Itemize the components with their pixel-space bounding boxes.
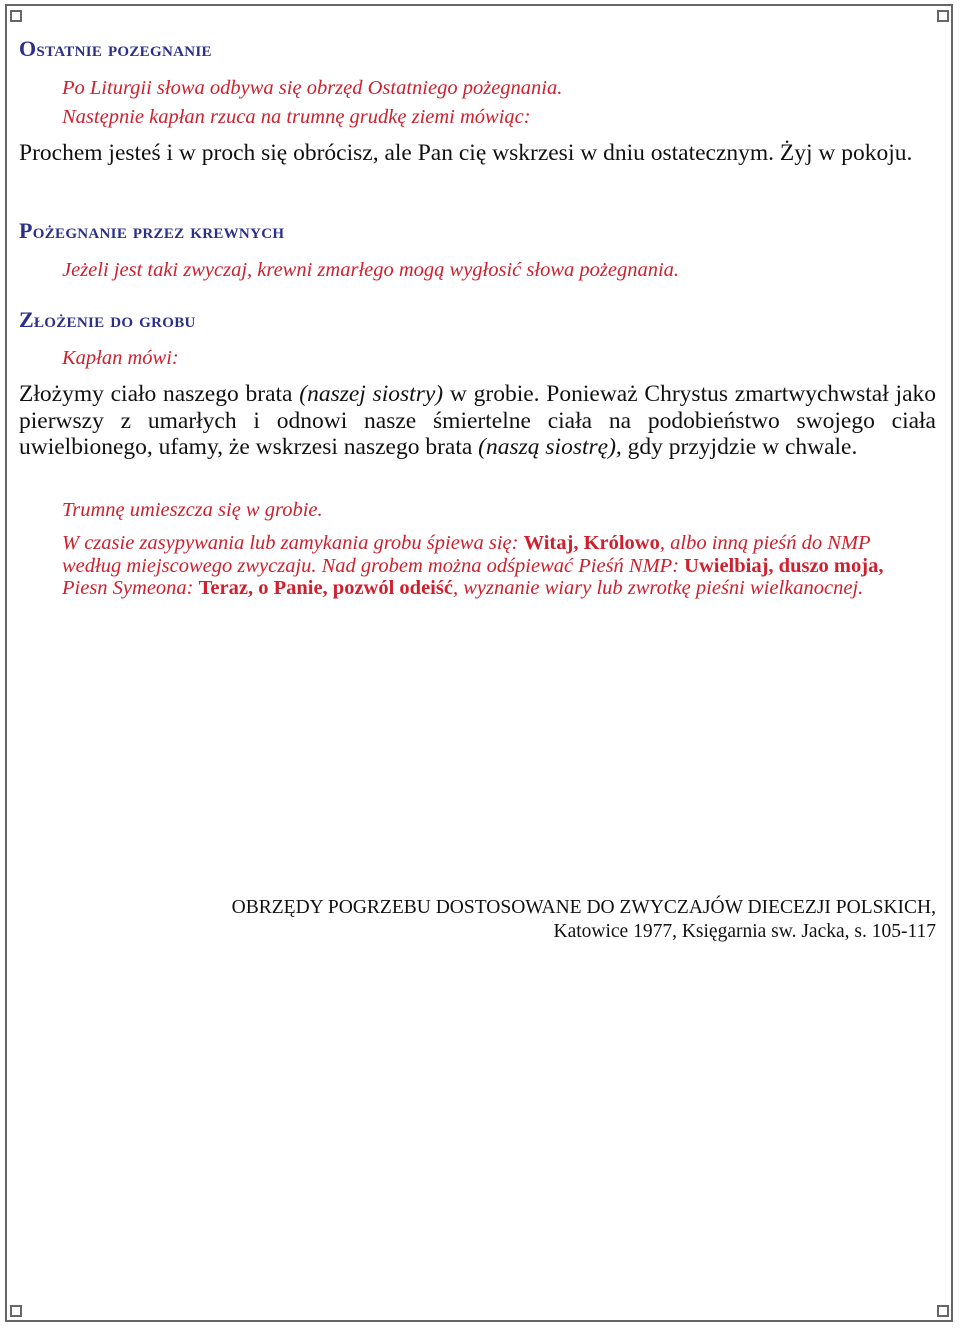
corner-ornament (937, 1305, 949, 1317)
song-title: Teraz, o Panie, pozwól odeiść (198, 577, 453, 600)
text: Piesn Symeona: (62, 577, 199, 600)
text: Złożymy ciało naszego brata (19, 381, 300, 407)
page-frame (5, 4, 953, 1322)
text: w grobie. Ponieważ Chrystus zmartwychwstał jako pierwszy z umarłych i odnowi nasze śmiertelne ciała na podobieństwo swojego ciała uwielbionego, ufamy, że wskrzesi naszego brata (19, 381, 937, 461)
section-heading-zlozenie-do-grobu: Złożenie do grobu (19, 307, 196, 332)
citation-details: Katowice 1977, Księgarnia sw. Jacka, s. 105-117 (553, 921, 936, 942)
alt-text: (naszą siostrę), (478, 434, 622, 461)
text: , wyznanie wiary lub zwrotkę pieśni wielkanocnej. (452, 577, 864, 600)
song-title: Witaj, Królowo (523, 532, 660, 554)
corner-ornament (10, 10, 22, 22)
text: W czasie zasypywania lub zamykania grobu śpiewa się: (62, 532, 524, 554)
corner-ornament (10, 1305, 22, 1317)
rubric-paragraph (62, 532, 892, 600)
corner-ornament (937, 10, 949, 22)
section-heading-ostatnie-pozegnanie: Ostatnie pozegnanie (19, 36, 212, 61)
rubric: Kapłan mówi: (62, 347, 179, 369)
citation-title: OBRZĘDY POGRZEBU DOSTOSOWANE DO ZWYCZAJÓW DIECEZJI POLSKICH, (231, 897, 936, 918)
rubric: Następnie kapłan rzuca na trumnę grudkę ziemi mówiąc: (62, 106, 531, 128)
song-title: Uwielbiaj, duszo moja, (684, 554, 884, 577)
section-heading-pozegnanie-przez-krewnych: Pożegnanie przez krewnych (19, 218, 285, 243)
source-citation (232, 896, 936, 944)
alt-text: (naszej siostry) (299, 381, 444, 407)
rubric: Jeżeli jest taki zwyczaj, krewni zmarłego mogą wygłosić słowa pożegnania. (62, 259, 680, 281)
prayer-text: Prochem jesteś i w proch się obrócisz, ale Pan cię wskrzesi w dniu ostatecznym. Żyj w pokoju. (19, 140, 913, 166)
rubric: Trumnę umieszcza się w grobie. (62, 499, 323, 521)
prayer-text (19, 381, 936, 461)
text: , albo inną pieśń do NMP według miejscowego zwyczaju. Nad grobem można odśpiewać Pieśń NMP: (62, 532, 871, 577)
rubric: Po Liturgii słowa odbywa się obrzęd Ostatniego pożegnania. (62, 77, 563, 99)
text: gdy przyjdzie w chwale. (621, 434, 858, 461)
